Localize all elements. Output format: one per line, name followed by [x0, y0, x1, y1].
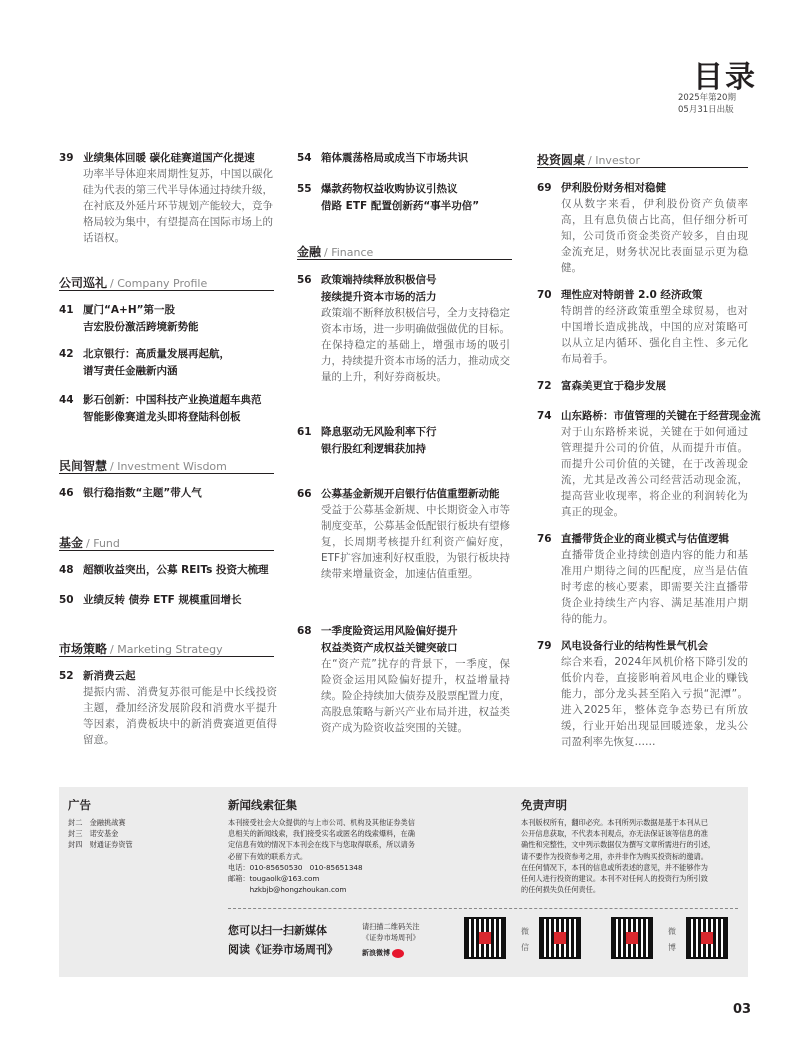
entry-page: 61 — [297, 426, 312, 438]
ads-item: 封三 诺安基金 — [68, 829, 119, 839]
news-line: 息相关的新闻线索，我们接受实名或匿名的线索爆料，在确 — [228, 829, 415, 839]
section-fund — [59, 532, 274, 551]
entry-title: 爆款药物权益收购协议引热议 — [321, 183, 458, 195]
ads-heading: 广告 — [68, 798, 91, 812]
weibo-qr-label — [668, 924, 678, 956]
disclaimer-line: 请不要作为投资参考之用，亦并非作为购买投资标的邀请。 — [521, 851, 708, 861]
entry-desc: 仅从数字来看，伊利股份资产负债率高，且有息负债占比高，但仔细分析可知，公司货币资金类资产较多，自由现金流充足，财务状况比表面显示更为稳健。 — [561, 198, 748, 274]
entry-title: 直播带货企业的商业模式与估值逻辑 — [561, 533, 729, 545]
news-email: 邮箱：tougaolk@163.com — [228, 874, 320, 884]
label-char: 博 — [668, 943, 676, 952]
issue-date: 05月31日出版 — [678, 105, 734, 115]
news-heading: 新闻线索征集 — [228, 798, 297, 812]
section-title: 公司巡礼 — [59, 276, 108, 290]
entry-page: 54 — [297, 152, 312, 164]
news-line: 必留下有效的联系方式。 — [228, 851, 308, 861]
scan-hint-line: 请扫描二维码关注 — [362, 922, 420, 931]
page-title: 目录 — [693, 60, 757, 95]
entry-page: 39 — [59, 152, 74, 164]
entry-title: 降息驱动无风险利率下行 — [321, 426, 437, 438]
entry-page: 56 — [297, 274, 312, 286]
entry-title: 风电设备行业的结构性景气机会 — [561, 640, 708, 652]
entry-desc: 功率半导体迎来周期性复苏，中国以碳化硅为代表的第三代半导体通过持续升级，在衬底及外延片环节规划产能较大，竞争格局较为集中，有望提高在国际市场上的话语权。 — [83, 168, 273, 244]
section-company-profile — [59, 272, 274, 291]
entry-subtitle: 谱写责任金融新内涵 — [83, 365, 178, 377]
scan-hint — [362, 921, 462, 943]
section-title-en: / Company Profile — [110, 277, 208, 290]
entry-title: 理性应对特朗普 2.0 经济政策 — [561, 289, 703, 301]
label-char: 信 — [521, 943, 529, 952]
entry-desc: 政策端不断释放积极信号，全力支持稳定资本市场，进一步明确做强做优的目标。在保持稳定的基础上，增强市场的吸引力，持续提升资本市场的活力，推动成交量的上升，利好券商板块。 — [321, 307, 510, 383]
issue-info — [678, 92, 768, 116]
entry-page: 50 — [59, 594, 74, 606]
ads-item: 封二 金融挑战赛 — [68, 818, 126, 827]
entry-page: 68 — [297, 625, 312, 637]
entry-page: 66 — [297, 488, 312, 500]
section-title: 投资圆桌 — [537, 153, 586, 167]
disclaimer-body — [521, 817, 746, 895]
section-title-en: / Marketing Strategy — [110, 643, 223, 656]
entry-page: 70 — [537, 289, 552, 301]
entry-subtitle: 银行股红利逻辑获加持 — [321, 443, 426, 455]
disclaimer-line: 确性和完整性，文中列示数据仅为撰写文章所需进行的引述， — [521, 840, 716, 850]
entry-title: 新消费云起 — [83, 670, 136, 682]
entry-page: 48 — [59, 564, 74, 576]
section-title-en: / Fund — [86, 537, 120, 550]
entry-title: 厦门“A+H”第一股 — [83, 304, 176, 316]
entry-page: 74 — [537, 410, 552, 422]
entry-page: 55 — [297, 183, 312, 195]
disclaimer-line: 公开信息获取，不代表本刊观点，亦无法保证该等信息的准 — [521, 829, 708, 839]
entry-page: 42 — [59, 348, 74, 360]
label-char: 微 — [521, 927, 529, 936]
footer-divider — [228, 908, 738, 909]
entry-title: 富森美更宜于稳步发展 — [561, 380, 666, 392]
entry-title: 业绩反转 债券 ETF 规模重回增长 — [83, 594, 242, 606]
entry-title: 影石创新：中国科技产业换道超车典范 — [83, 394, 262, 406]
entry-page: 41 — [59, 304, 74, 316]
section-title: 基金 — [59, 536, 84, 550]
label-char: 微 — [668, 927, 676, 936]
qr-code-weibo-2[interactable] — [686, 917, 728, 959]
disclaimer-line: 本刊版权所有，翻印必究。本刊所列示数据是基于本刊从已 — [521, 818, 708, 827]
entry-desc: 对于山东路桥来说，关键在于如何通过管理提升公司的价值，从而提升市值。而提升公司价值的关键，在于改善现金流，尤其是改善公司经营活动现金流，提高营业收现率，将企业的利润转化为真正的现金。 — [561, 426, 748, 518]
weibo-logo — [362, 948, 404, 958]
ads-item: 封四 财通证券资管 — [68, 840, 133, 850]
entry-page: 44 — [59, 394, 74, 406]
entry-title: 箱体震荡格局或成当下市场共识 — [321, 152, 468, 164]
entry-desc: 特朗普的经济政策重塑全球贸易，也对中国增长造成挑战，中国的应对策略可以从立足内循环、强化自主性、多元化布局着手。 — [561, 305, 748, 365]
weibo-label: 新浪微博 — [362, 949, 390, 957]
entry-title: 伊利股份财务相对稳健 — [561, 182, 666, 194]
entry-page: 52 — [59, 670, 74, 682]
news-body — [228, 817, 468, 895]
news-line: 定信息有效的情况下本刊会在线下与您取得联系，所以请务 — [228, 840, 415, 850]
entry-page: 79 — [537, 640, 552, 652]
disclaimer-line: 任何人进行投资的建议。本刊不对任何人的投资行为所引致 — [521, 874, 708, 884]
entry-desc: 直播带货企业持续创造内容的能力和基准用户期待之间的匹配度，应当是估值时考虑的核心要素，即需要关注直播带货企业持续生产内容、满足基准用户期待的能力。 — [561, 549, 748, 625]
entry-page: 69 — [537, 182, 552, 194]
disclaimer-line: 的任何损失负任何责任。 — [521, 885, 601, 895]
entry-subtitle: 吉宏股份激活跨境新势能 — [83, 321, 199, 333]
scan-line: 您可以扫一扫新媒体 — [228, 924, 327, 937]
qr-code-weibo-1[interactable] — [611, 917, 653, 959]
entry-title: 银行稳指数“主题”带人气 — [83, 487, 202, 499]
qr-code-wechat-1[interactable] — [464, 917, 506, 959]
section-title: 民间智慧 — [59, 459, 108, 473]
entry-title: 政策端持续释放积极信号 — [321, 274, 437, 286]
entry-page: 76 — [537, 533, 552, 545]
entry-title: 一季度险资运用风险偏好提升 — [321, 625, 458, 637]
entry-title: 超额收益突出，公募 REITs 投资大梳理 — [83, 564, 269, 576]
section-title-en: / Investor — [588, 154, 641, 167]
ads-list — [68, 817, 208, 851]
entry-desc: 综合来看，2024年风机价格下降引发的低价内卷，直接影响着风电企业的赚钱能力，部分龙头甚至陷入亏损“泥潭”。进入2025年，整体竞争态势已有所放缓，行业开始出现显回暖迹象，龙头公司盈利率先恢复…… — [561, 656, 748, 748]
scan-line: 阅读《证券市场周刊》 — [228, 943, 338, 956]
scan-prompt — [228, 921, 338, 959]
section-title: 市场策略 — [59, 642, 108, 656]
section-title-en: / Investment Wisdom — [110, 460, 227, 473]
entry-subtitle: 权益类资产成权益关键突破口 — [321, 642, 458, 654]
wechat-label — [521, 924, 531, 956]
news-line: 本刊接受社会大众提供的与上市公司、机构及其他证券类信 — [228, 818, 415, 827]
section-investor — [537, 149, 748, 168]
entry-title: 业绩集体回暖 碳化硅赛道国产化提速 — [83, 152, 255, 164]
entry-subtitle: 借路 ETF 配置创新药“事半功倍” — [321, 200, 480, 212]
page-number: 03 — [733, 1002, 752, 1017]
qr-code-wechat-2[interactable] — [539, 917, 581, 959]
entry-title: 公募基金新规开启银行估值重塑新动能 — [321, 488, 500, 500]
section-title: 金融 — [297, 245, 322, 259]
news-phone: 电话：010-85650530 010-85651348 — [228, 862, 363, 872]
section-investment-wisdom — [59, 455, 274, 474]
entry-subtitle: 智能影像赛道龙头即将登陆科创板 — [83, 411, 241, 423]
entry-desc: 受益于公募基金新规、中长期资金入市等制度变革，公募基金低配银行板块有望修复，长周期考核提升红利资产偏好度，ETF扩容加速利好权重股，为银行板块持续带来增量资金，加速估值重塑。 — [321, 504, 510, 580]
disclaimer-heading: 免责声明 — [521, 798, 567, 812]
issue-number: 2025年第20期 — [678, 93, 736, 103]
section-finance — [297, 241, 512, 260]
entry-page: 46 — [59, 487, 74, 499]
news-email: hzkbjb@hongzhoukan.com — [228, 885, 347, 895]
entry-desc: 在“资产荒”扰存的背景下，一季度，保险资金运用风险偏好提升，权益增量持续。险企持续加大债券及股票配置力度，高股息策略与新兴产业布局并进，权益类资产成为险资收益突围的关键。 — [321, 658, 510, 734]
section-title-en: / Finance — [324, 246, 374, 259]
scan-hint-line: 《证券市场周刊》 — [362, 933, 420, 943]
entry-title: 北京银行：高质量发展再起航， — [83, 348, 230, 360]
entry-title: 山东路桥：市值管理的关键在于经营现金流 — [561, 410, 761, 422]
entry-desc: 提振内需、消费复苏很可能是中长线投资主题，叠加经济发展阶段和消费水平提升等因素，消费板块中的新消费赛道更值得留意。 — [83, 686, 277, 746]
entry-subtitle: 接续提升资本市场的活力 — [321, 291, 437, 303]
footer-panel — [59, 787, 748, 977]
weibo-icon — [392, 949, 404, 958]
section-marketing-strategy — [59, 638, 274, 657]
entry-page: 72 — [537, 380, 552, 392]
disclaimer-line: 在任何情况下，本刊的信息或所表述的意见，并不能够作为 — [521, 862, 708, 872]
